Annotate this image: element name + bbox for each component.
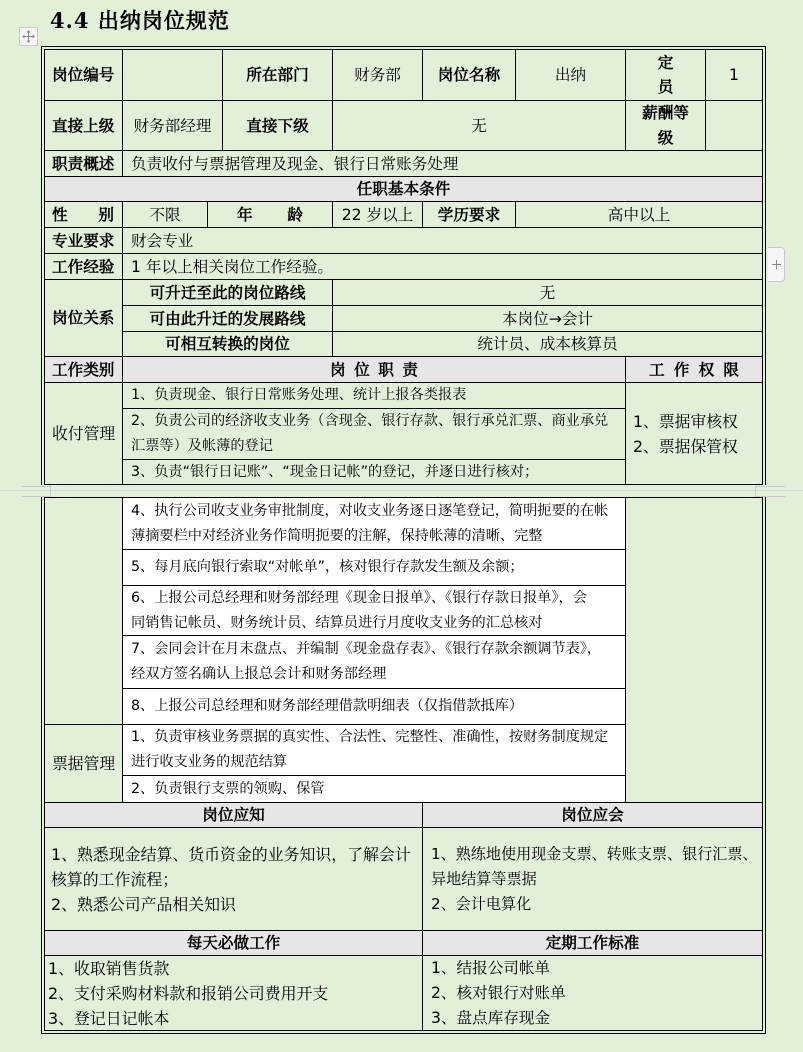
should-master-content-cell[interactable] [422, 827, 763, 931]
daily-work-header-cell[interactable] [44, 930, 423, 956]
gender-label-cell[interactable] [44, 201, 123, 228]
authority-cell[interactable] [625, 382, 763, 485]
periodic-work-content-cell[interactable] [422, 955, 763, 1031]
gender-value-cell[interactable] [122, 201, 208, 228]
experience-label: 工作经验 [52, 257, 115, 276]
department-label: 所在部门 [246, 66, 309, 84]
position-no-value-cell[interactable] [122, 49, 223, 101]
headcount-value: 1 [729, 66, 739, 84]
relation-route-label: 可升迁至此的岗位路线 [149, 283, 306, 302]
headcount-label: 定员 [657, 54, 674, 96]
direct-superior-value-cell[interactable] [122, 100, 223, 151]
duty-item[interactable] [122, 585, 626, 636]
headcount-value-cell[interactable] [705, 49, 763, 101]
duty-line: 2、负责公司的经济收支业务（含现金、银行存款、银行承兑汇票、商业承兑 [131, 413, 609, 429]
age-label: 年 龄 [237, 205, 303, 224]
duty-header-cell[interactable] [122, 356, 626, 383]
education-value-cell[interactable] [515, 201, 763, 228]
age-value-cell[interactable] [332, 201, 423, 228]
experience-value-cell[interactable] [122, 253, 763, 280]
duty-line: 1、负责现金、银行日常账务处理、统计上报各类报表 [131, 387, 467, 403]
age-label-cell[interactable] [207, 201, 333, 228]
direct-subordinate-label-cell[interactable] [222, 100, 333, 151]
should-know-header: 岗位应知 [202, 806, 265, 824]
category-cell-payment[interactable] [44, 382, 123, 485]
authority-item: 2、票据保管权 [633, 436, 738, 456]
duty-line: 同销售记帐员、财务统计员、结算员进行月度收支业务的汇总核对 [131, 614, 543, 631]
category-cell-bills[interactable] [44, 724, 123, 803]
qualifications-header-cell[interactable] [44, 176, 763, 202]
periodic-work-item: 3、盘点库存现金 [431, 1008, 551, 1027]
relation-route-label-cell[interactable] [122, 331, 333, 357]
duty-summary-label: 职责概述 [52, 154, 115, 173]
periodic-work-header: 定期工作标准 [545, 934, 640, 952]
duty-line: 1、负责审核业务票据的真实性、合法性、完整性、准确性，按财务制度规定 [131, 729, 609, 745]
duty-summary-label-cell[interactable] [44, 150, 123, 177]
duty-item[interactable] [122, 635, 626, 689]
experience-value: 1 年以上相关岗位工作经验。 [131, 257, 334, 276]
major-label: 专业要求 [52, 231, 115, 250]
duty-line: 汇票等）及帐薄的登记 [131, 438, 273, 454]
duty-item[interactable] [122, 408, 626, 460]
salary-grade-value-cell[interactable] [705, 100, 763, 151]
daily-work-item: 2、支付采购材料款和报销公司费用开支 [48, 983, 329, 1003]
periodic-work-item: 1、结报公司帐单 [431, 958, 551, 977]
daily-work-item: 3、登记日记帐本 [48, 1008, 170, 1028]
duty-line: 进行收支业务的规范结算 [131, 754, 288, 770]
duty-line: 薄摘要栏中对经济业务作简明扼要的注解，保持帐薄的清晰、完整 [131, 527, 543, 544]
duty-line: 5、每月底向银行索取“对帐单”，核对银行存款发生额及余额； [131, 559, 524, 575]
age-value: 22 岁以上 [341, 205, 414, 224]
relation-route-label: 可由此升迁的发展路线 [149, 309, 306, 328]
should-know-header-cell[interactable] [44, 802, 423, 828]
major-label-cell[interactable] [44, 227, 123, 254]
education-label-cell[interactable] [422, 201, 516, 228]
position-relations-label: 岗位关系 [52, 309, 115, 327]
relation-route-value: 无 [539, 283, 556, 302]
education-value: 高中以上 [607, 205, 671, 224]
relation-route-value: 本岗位→会计 [501, 309, 594, 328]
relation-route-value-cell[interactable] [332, 305, 763, 332]
relation-route-label-cell[interactable] [122, 279, 333, 306]
plus-icon [772, 260, 781, 269]
position-no-label: 岗位编号 [52, 66, 115, 84]
duty-line: 3、负责“银行日记账”、“现金日记帐”的登记，并逐日进行核对； [131, 463, 539, 480]
authority-header: 工 作 权 限 [649, 360, 739, 379]
major-value-cell[interactable] [122, 227, 763, 254]
duty-item[interactable] [122, 688, 626, 725]
duty-item[interactable] [122, 497, 626, 550]
table-move-handle[interactable] [19, 27, 38, 46]
should-know-line: 1、熟悉现金结算、货币资金的业务知识，了解会计 [51, 844, 411, 864]
should-master-line: 异地结算等票据 [431, 869, 537, 888]
gender-value: 不限 [149, 205, 181, 224]
duty-line: 7、会同会计在月末盘点、并编制《现金盘存表》、《银行存款余额调节表》， [131, 641, 602, 657]
duty-line: 8、上报公司总经理和财务部经理借款明细表（仅指借款抵库） [131, 698, 524, 714]
duty-item[interactable] [122, 724, 626, 776]
should-know-line: 核算的工作流程； [51, 869, 179, 889]
relation-route-value-cell[interactable] [332, 331, 763, 357]
category-cell-payment-continued[interactable] [44, 497, 123, 725]
direct-superior-label-cell[interactable] [44, 100, 123, 151]
add-column-button[interactable] [768, 247, 785, 282]
periodic-work-item: 2、核对银行对账单 [431, 983, 566, 1002]
position-name-value: 出纳 [554, 66, 587, 84]
work-category-header-cell[interactable] [44, 356, 123, 383]
relation-route-label-cell[interactable] [122, 305, 333, 332]
position-name-label-cell[interactable] [422, 49, 516, 101]
periodic-work-header-cell[interactable] [422, 930, 763, 956]
should-know-line: 2、熟悉公司产品相关知识 [51, 894, 236, 914]
authority-cell-continued[interactable] [625, 497, 763, 803]
position-name-value-cell[interactable] [515, 49, 626, 101]
duty-item[interactable] [122, 549, 626, 586]
daily-work-content-cell[interactable] [44, 955, 423, 1031]
duty-item[interactable] [122, 775, 626, 803]
duty-line: 经双方签名确认上报总会计和财务部经理 [131, 666, 387, 682]
position-name-label: 岗位名称 [437, 66, 501, 84]
authority-item: 1、票据审核权 [633, 411, 738, 431]
duty-item[interactable] [122, 382, 626, 409]
qualifications-header: 任职基本条件 [356, 180, 451, 198]
education-label: 学历要求 [437, 205, 501, 224]
position-relations-label-cell[interactable] [44, 279, 123, 357]
section-title: 4.4 出纳岗位规范 [50, 8, 230, 33]
duty-summary-value-cell[interactable] [122, 150, 763, 177]
direct-superior-label: 直接上级 [52, 116, 115, 135]
work-category-header: 工作类别 [52, 360, 115, 379]
major-value: 财会专业 [131, 231, 194, 250]
salary-grade-label: 薪酬等级 [642, 103, 689, 147]
relation-route-label: 可相互转换的岗位 [165, 335, 290, 353]
should-master-header: 岗位应会 [561, 806, 624, 824]
direct-subordinate-value: 无 [471, 116, 487, 135]
duty-summary-value: 负责收付与票据管理及现金、银行日常账务处理 [131, 154, 459, 173]
experience-label-cell[interactable] [44, 253, 123, 280]
move-arrows-icon [22, 30, 35, 43]
category-name: 收付管理 [52, 423, 116, 443]
category-name: 票据管理 [52, 753, 116, 773]
should-master-line: 1、熟练地使用现金支票、转账支票、银行汇票、 [431, 844, 758, 863]
duty-header: 岗 位 职 责 [330, 360, 418, 379]
direct-subordinate-value-cell[interactable] [332, 100, 626, 151]
should-master-line: 2、会计电算化 [431, 894, 532, 913]
duty-item[interactable] [122, 459, 626, 485]
relation-route-value: 统计员、成本核算员 [477, 335, 618, 353]
position-no-label-cell[interactable] [44, 49, 123, 101]
duty-line: 6、上报公司总经理和财务部经理《现金日报单》、《银行存款日报单》，会 [131, 589, 587, 606]
authority-header-cell[interactable] [625, 356, 763, 383]
daily-work-header: 每天必做工作 [186, 934, 281, 952]
relation-route-value-cell[interactable] [332, 279, 763, 306]
direct-subordinate-label: 直接下级 [246, 116, 309, 135]
department-value-cell[interactable] [332, 49, 423, 101]
should-master-header-cell[interactable] [422, 802, 763, 828]
salary-grade-label-cell[interactable] [625, 100, 706, 151]
gender-label: 性 别 [52, 205, 114, 224]
duty-line: 2、负责银行支票的领购、保管 [131, 780, 325, 797]
headcount-label-cell[interactable] [625, 49, 706, 101]
department-value: 财务部 [354, 66, 401, 84]
department-label-cell[interactable] [222, 49, 333, 101]
direct-superior-value: 财务部经理 [133, 116, 212, 135]
should-know-content-cell[interactable] [44, 827, 423, 931]
duty-line: 4、执行公司收支业务审批制度，对收支业务逐日逐笔登记，简明扼要的在帐 [131, 502, 609, 519]
daily-work-item: 1、收取销售货款 [48, 958, 170, 978]
